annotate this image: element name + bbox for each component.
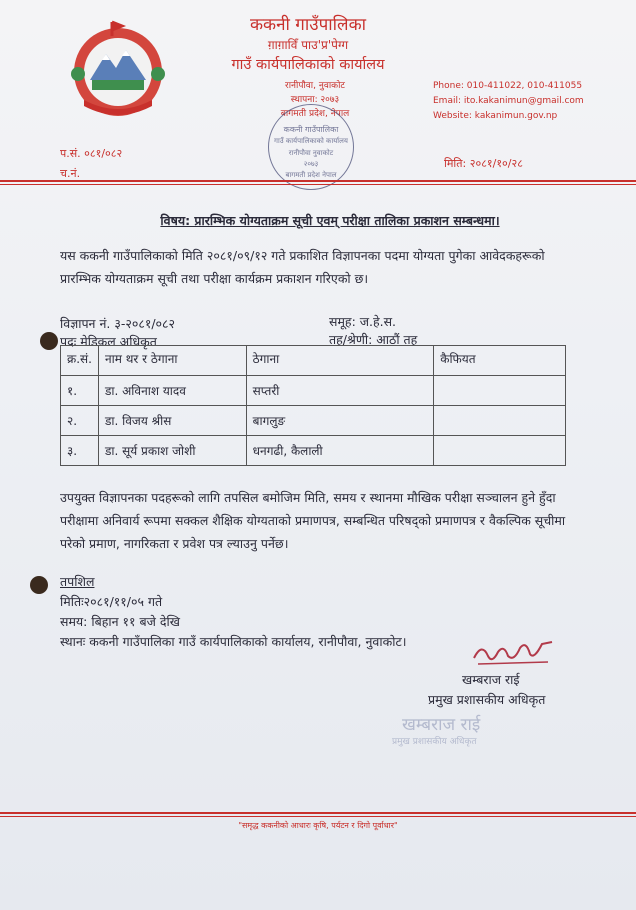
schedule-date: मितिः२०८१/११/०५ गते bbox=[60, 594, 163, 609]
punch-hole bbox=[40, 332, 58, 350]
stamp-line1: ककनी गाउँपालिका bbox=[283, 125, 339, 134]
cell-name: डा. विजय श्रीस bbox=[98, 406, 246, 436]
cell-sn: २. bbox=[61, 406, 99, 436]
office-name: गाउँ कार्यपालिकाको कार्यालय bbox=[231, 57, 385, 73]
subject-line: विषय: प्रारम्भिक योग्यताक्रम सूची एवम् परीक्षा तालिका प्रकाशन सम्बन्धमा। bbox=[160, 213, 500, 228]
phone-text: Phone: 010-411022, 010-411055 bbox=[433, 81, 583, 91]
name-stamp: खम्बराज राई bbox=[402, 715, 481, 735]
org-name-script: ग़ाग़ाविँ पाउ'प्र'पेग्ग bbox=[267, 38, 349, 52]
group-name: समूह: ज.हे.स. bbox=[329, 314, 397, 329]
instruction-line2: परीक्षामा अनिवार्य रूपमा सक्कल शैक्षिक योग्यताको प्रमाणपत्र, सम्बन्धित परिषद्को प्रमाणपत्र र वैकल्पिक सूचीमा bbox=[60, 513, 566, 528]
org-name: ककनी गाउँपालिका bbox=[249, 15, 367, 35]
cell-address: धनगढी, कैलाली bbox=[246, 436, 434, 466]
cell-name: डा. अविनाश यादव bbox=[98, 376, 246, 406]
cell-address: बागलुङ bbox=[246, 406, 434, 436]
signature-mark bbox=[468, 634, 560, 670]
title-stamp: प्रमुख प्रशासकीय अधिकृत bbox=[392, 737, 477, 747]
intro-line1: यस ककनी गाउँपालिकाको मिति २०८१/०९/१२ गते प्रकाशित विज्ञापनका पदमा योग्यता पुगेका आवेदकहरूको bbox=[60, 248, 545, 263]
col-header-sn: क्र.सं. bbox=[61, 346, 99, 376]
footer-motto: "समृद्ध ककनीको आधारः कृषि, पर्यटन र दिगो पूर्वाधार" bbox=[238, 821, 398, 830]
punch-hole bbox=[30, 576, 48, 594]
nepal-emblem-icon bbox=[62, 14, 174, 126]
table-row bbox=[61, 376, 566, 406]
ps-number: प.सं. ०८१/०८२ bbox=[60, 147, 123, 160]
cell-sn: ३. bbox=[61, 436, 99, 466]
website-text: Website: kakanimun.gov.np bbox=[433, 111, 558, 121]
candidates-table bbox=[60, 345, 566, 466]
cell-remarks bbox=[434, 376, 566, 406]
email-text: Email: ito.kakanimun@gmail.com bbox=[433, 96, 584, 106]
stamp-line3: रानीपौवा नुवाकोट bbox=[288, 149, 334, 157]
cell-address: सप्तरी bbox=[246, 376, 434, 406]
chalani-number: च.नं. bbox=[60, 167, 81, 180]
address-line1: रानीपौवा, नुवाकोट bbox=[285, 81, 345, 91]
level-name: तह/श्रेणी: आठौं तह bbox=[329, 332, 418, 347]
table-header-row bbox=[61, 346, 566, 376]
footer-rule bbox=[0, 812, 636, 814]
letter-date: मिति: २०८१/१०/२८ bbox=[444, 157, 523, 170]
table-row bbox=[61, 406, 566, 436]
cell-remarks bbox=[434, 406, 566, 436]
ad-number: विज्ञापन नं. ३-२०८१/०८२ bbox=[60, 316, 176, 331]
signatory-title: प्रमुख प्रशासकीय अधिकृत bbox=[428, 692, 546, 707]
signatory-name: खम्बराज राई bbox=[462, 672, 520, 687]
stamp-line2: गाउँ कार्यपालिकाको कार्यालय bbox=[274, 137, 348, 145]
col-header-name: नाम थर र ठेगाना bbox=[98, 346, 246, 376]
instruction-line3: परेको प्रमाण, नागरिकता र प्रवेश पत्र ल्याउनु पर्नेछ। bbox=[60, 536, 289, 551]
schedule-place: स्थानः ककनी गाउँपालिका गाउँ कार्यपालिकाको कार्यालय, रानीपौवा, नुवाकोट। bbox=[60, 634, 407, 649]
post-name: पदः मेडिकल अधिकृत bbox=[60, 334, 157, 349]
table-row bbox=[61, 436, 566, 466]
office-stamp bbox=[268, 104, 354, 190]
col-header-remarks: कैफियत bbox=[434, 346, 566, 376]
schedule-time: समय: बिहान ११ बजे देखि bbox=[60, 614, 180, 629]
intro-line2: प्रारम्भिक योग्यताक्रम सूची तथा परीक्षा कार्यक्रम प्रकाशन गरिएको छ। bbox=[60, 271, 369, 286]
cell-remarks bbox=[434, 436, 566, 466]
address-line3: बागमती प्रदेश, नेपाल bbox=[280, 109, 350, 119]
header-rule-thin bbox=[0, 184, 636, 185]
schedule-heading: तपशिल bbox=[60, 574, 95, 589]
cell-sn: १. bbox=[61, 376, 99, 406]
col-header-address: ठेगाना bbox=[246, 346, 434, 376]
footer-rule-thin bbox=[0, 816, 636, 817]
stamp-line4: २०७३ bbox=[303, 160, 319, 168]
address-line2: स्थापना: २०७३ bbox=[290, 95, 340, 105]
header-rule bbox=[0, 180, 636, 182]
stamp-line5: बागमती प्रदेश नेपाल bbox=[285, 171, 337, 179]
instruction-line1: उपयुक्त विज्ञापनका पदहरूको लागि तपसिल बमोजिम मिति, समय र स्थानमा मौखिक परीक्षा सञ्चालन हुने हुँदा bbox=[60, 490, 556, 505]
cell-name: डा. सूर्य प्रकाश जोशी bbox=[98, 436, 246, 466]
